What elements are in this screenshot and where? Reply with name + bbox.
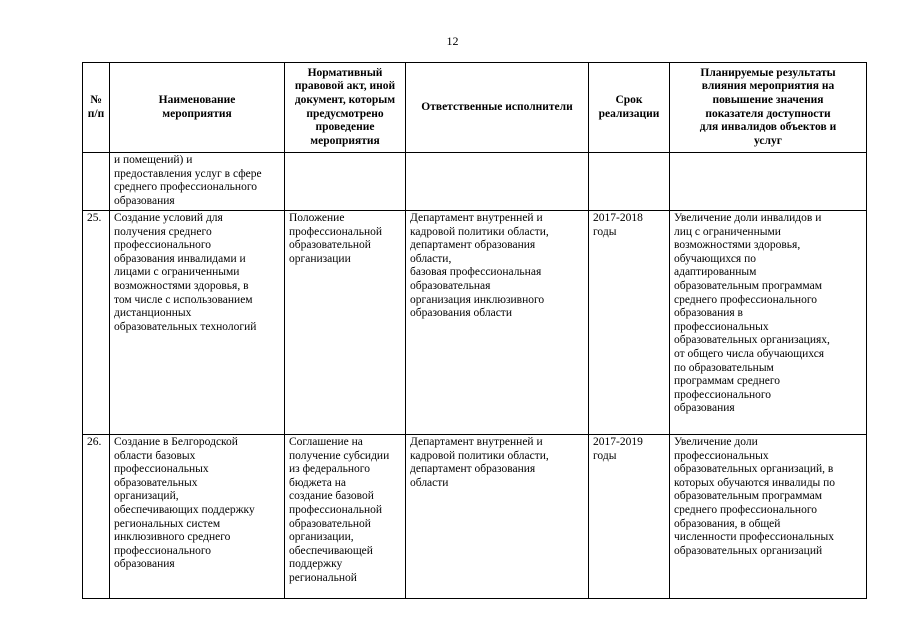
table-row — [83, 153, 867, 211]
table-row — [83, 435, 867, 599]
row-result: Увеличение доли инвалидов и лиц с ограниченными возможностями здоровья, обучающихся по адаптированным образовательным программам среднего профессионального образования в профессиональных образовательных организациях, от общего числа обучающихся по образовательным программам среднего профессионального образования — [670, 211, 867, 435]
row-result: Увеличение доли профессиональных образовательных организаций, в которых обучаются инвалиды по образовательным программам среднего профессионального образования, в общей численности профессиональных образовательных организаций — [670, 435, 867, 599]
row-term — [589, 153, 670, 211]
measures-table — [82, 62, 867, 599]
row-responsible — [406, 153, 589, 211]
row-name: Создание в Белгородской области базовых профессиональных образовательных организаций, обеспечивающих поддержку региональных систем инклюзивного среднего профессионального образования — [110, 435, 285, 599]
row-responsible: Департамент внутренней и кадровой политики области, департамент образования области, базовая профессиональная образовательная организация инклюзивного образования области — [406, 211, 589, 435]
row-number: 26. — [83, 435, 110, 599]
header-act: Нормативный правовой акт, иной документ, которым предусмотрено проведение мероприятия — [285, 63, 406, 153]
row-act: Положение профессиональной образовательной организации — [285, 211, 406, 435]
row-term: 2017-2018 годы — [589, 211, 670, 435]
row-act: Соглашение на получение субсидии из федерального бюджета на создание базовой профессиональной образовательной организации, обеспечивающей поддержку региональной — [285, 435, 406, 599]
row-result — [670, 153, 867, 211]
table-row — [83, 211, 867, 435]
row-number — [83, 153, 110, 211]
header-num: № п/п — [83, 63, 110, 153]
row-name: и помещений) и предоставления услуг в сфере среднего профессионального образования — [110, 153, 285, 211]
header-responsible: Ответственные исполнители — [406, 63, 589, 153]
row-number: 25. — [83, 211, 110, 435]
header-term: Срок реализации — [589, 63, 670, 153]
row-term: 2017-2019 годы — [589, 435, 670, 599]
row-act — [285, 153, 406, 211]
header-result: Планируемые результаты влияния мероприятия на повышение значения показателя доступности для инвалидов объектов и услуг — [670, 63, 867, 153]
table-header-row — [83, 63, 867, 153]
header-name: Наименование мероприятия — [110, 63, 285, 153]
row-name: Создание условий для получения среднего профессионального образования инвалидами и лицами с ограниченными возможностями здоровья, в том числе с использованием дистанционных образовательных технологий — [110, 211, 285, 435]
page-number: 12 — [446, 34, 459, 48]
row-responsible: Департамент внутренней и кадровой политики области, департамент образования области — [406, 435, 589, 599]
